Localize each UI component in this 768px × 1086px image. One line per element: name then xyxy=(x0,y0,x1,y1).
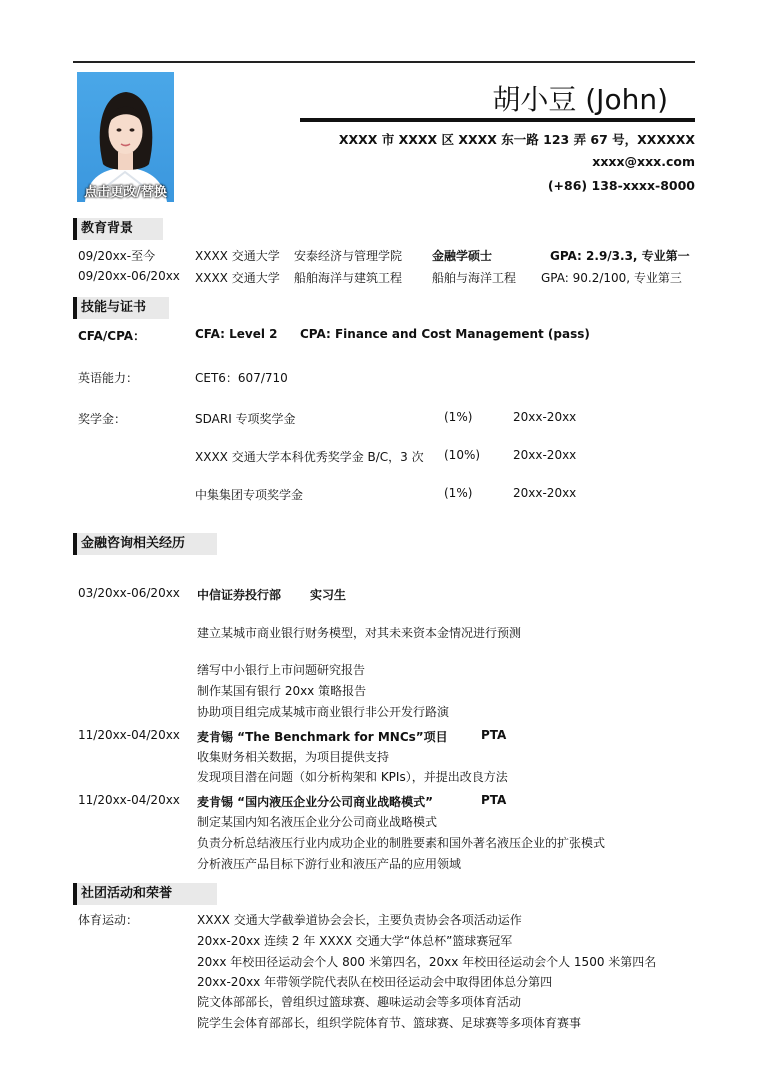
exp-line: 制定某国内知名液压企业分公司商业战略模式 xyxy=(197,815,438,829)
edu-gpa: GPA: 90.2/100, 专业第三 xyxy=(541,271,682,285)
exp-org: 麦肯锡 “The Benchmark for MNCs”项目 xyxy=(197,730,448,744)
scholarship-label: 奖学金： xyxy=(78,412,127,426)
edu-degree: 金融学硕士 xyxy=(432,249,493,263)
activity-line: 20xx 年校田径运动会个人 800 米第四名，20xx 年校田径运动会个人 1500 米第四名 xyxy=(197,955,657,969)
scholarship-pct: (1%) xyxy=(444,486,473,500)
name-underline xyxy=(300,118,695,122)
activities-label: 体育运动： xyxy=(78,913,139,927)
edu-date: 09/20xx-06/20xx xyxy=(78,269,180,283)
cfa-cpa-label: CFA/CPA： xyxy=(78,329,146,343)
photo-caption[interactable]: 点击更改/替换 xyxy=(84,185,167,200)
section-education: 教育背景 xyxy=(73,218,163,240)
english-value: CET6：607/710 xyxy=(195,371,288,385)
edu-school: XXXX 交通大学 xyxy=(195,271,280,285)
edu-college: 船舶海洋与建筑工程 xyxy=(294,271,403,285)
exp-role: PTA xyxy=(481,728,507,742)
section-skills: 技能与证书 xyxy=(73,297,169,319)
scholarship-name: 中集集团专项奖学金 xyxy=(195,488,304,502)
edu-college: 安泰经济与管理学院 xyxy=(294,249,403,263)
exp-line: 负责分析总结液压行业内成功企业的制胜要素和国外著名液压企业的扩张模式 xyxy=(197,836,606,850)
exp-org: 中信证券投行部 xyxy=(197,588,282,602)
scholarship-name: SDARI 专项奖学金 xyxy=(195,412,296,426)
cfa-level: CFA: Level 2 xyxy=(195,327,278,341)
exp-line: 收集财务相关数据，为项目提供支持 xyxy=(197,750,390,764)
exp-line: 发现项目潜在问题（如分析构架和 KPIs），并提出改良方法 xyxy=(197,770,508,784)
profile-photo[interactable] xyxy=(77,72,174,202)
section-activities: 社团活动和荣誉 xyxy=(73,883,217,905)
exp-line: 制作某国有银行 20xx 策略报告 xyxy=(197,684,367,698)
scholarship-pct: (10%) xyxy=(444,448,481,462)
exp-line: 协助项目组完成某城市商业银行非公开发行路演 xyxy=(197,705,450,719)
exp-date: 11/20xx-04/20xx xyxy=(78,728,180,742)
edu-gpa: GPA: 2.9/3.3, 专业第一 xyxy=(550,249,690,263)
scholarship-years: 20xx-20xx xyxy=(513,486,577,500)
scholarship-years: 20xx-20xx xyxy=(513,410,577,424)
top-rule xyxy=(73,61,695,63)
activity-line: 院学生会体育部部长，组织学院体育节、篮球赛、足球赛等多项体育赛事 xyxy=(197,1016,582,1030)
exp-line: 缮写中小银行上市问题研究报告 xyxy=(197,663,366,677)
activity-line: 院文体部部长，曾组织过篮球赛、趣味运动会等多项体育活动 xyxy=(197,995,522,1009)
exp-line: 建立某城市商业银行财务模型，对其未来资本金情况进行预测 xyxy=(197,626,522,640)
edu-date: 09/20xx-至今 xyxy=(78,249,156,263)
exp-role: 实习生 xyxy=(310,588,347,602)
candidate-name: 胡小豆 (John) xyxy=(492,83,668,116)
scholarship-name: XXXX 交通大学本科优秀奖学金 B/C，3 次 xyxy=(195,450,424,464)
scholarship-years: 20xx-20xx xyxy=(513,448,577,462)
activity-line: XXXX 交通大学截拳道协会会长，主要负责协会各项活动运作 xyxy=(197,913,522,927)
english-label: 英语能力： xyxy=(78,371,139,385)
exp-line: 分析液压产品目标下游行业和液压产品的应用领域 xyxy=(197,857,462,871)
scholarship-pct: (1%) xyxy=(444,410,473,424)
exp-date: 03/20xx-06/20xx xyxy=(78,586,180,600)
address-text: XXXX 市 XXXX 区 XXXX 东一路 123 弄 67 号，XXXXXX xyxy=(338,132,695,147)
section-experience: 金融咨询相关经历 xyxy=(73,533,217,555)
edu-school: XXXX 交通大学 xyxy=(195,249,280,263)
activity-line: 20xx-20xx 年带领学院代表队在校田径运动会中取得团体总分第四 xyxy=(197,975,553,989)
exp-date: 11/20xx-04/20xx xyxy=(78,793,180,807)
cpa-value: CPA: Finance and Cost Management (pass) xyxy=(300,327,590,341)
activity-line: 20xx-20xx 连续 2 年 XXXX 交通大学“体总杯”篮球赛冠军 xyxy=(197,934,513,948)
exp-org: 麦肯锡 “国内液压企业分公司商业战略模式” xyxy=(197,795,433,809)
phone-text: (+86) 138-xxxx-8000 xyxy=(547,178,695,193)
edu-degree: 船舶与海洋工程 xyxy=(432,271,517,285)
email-text: xxxx@xxx.com xyxy=(592,154,695,169)
exp-role: PTA xyxy=(481,793,507,807)
